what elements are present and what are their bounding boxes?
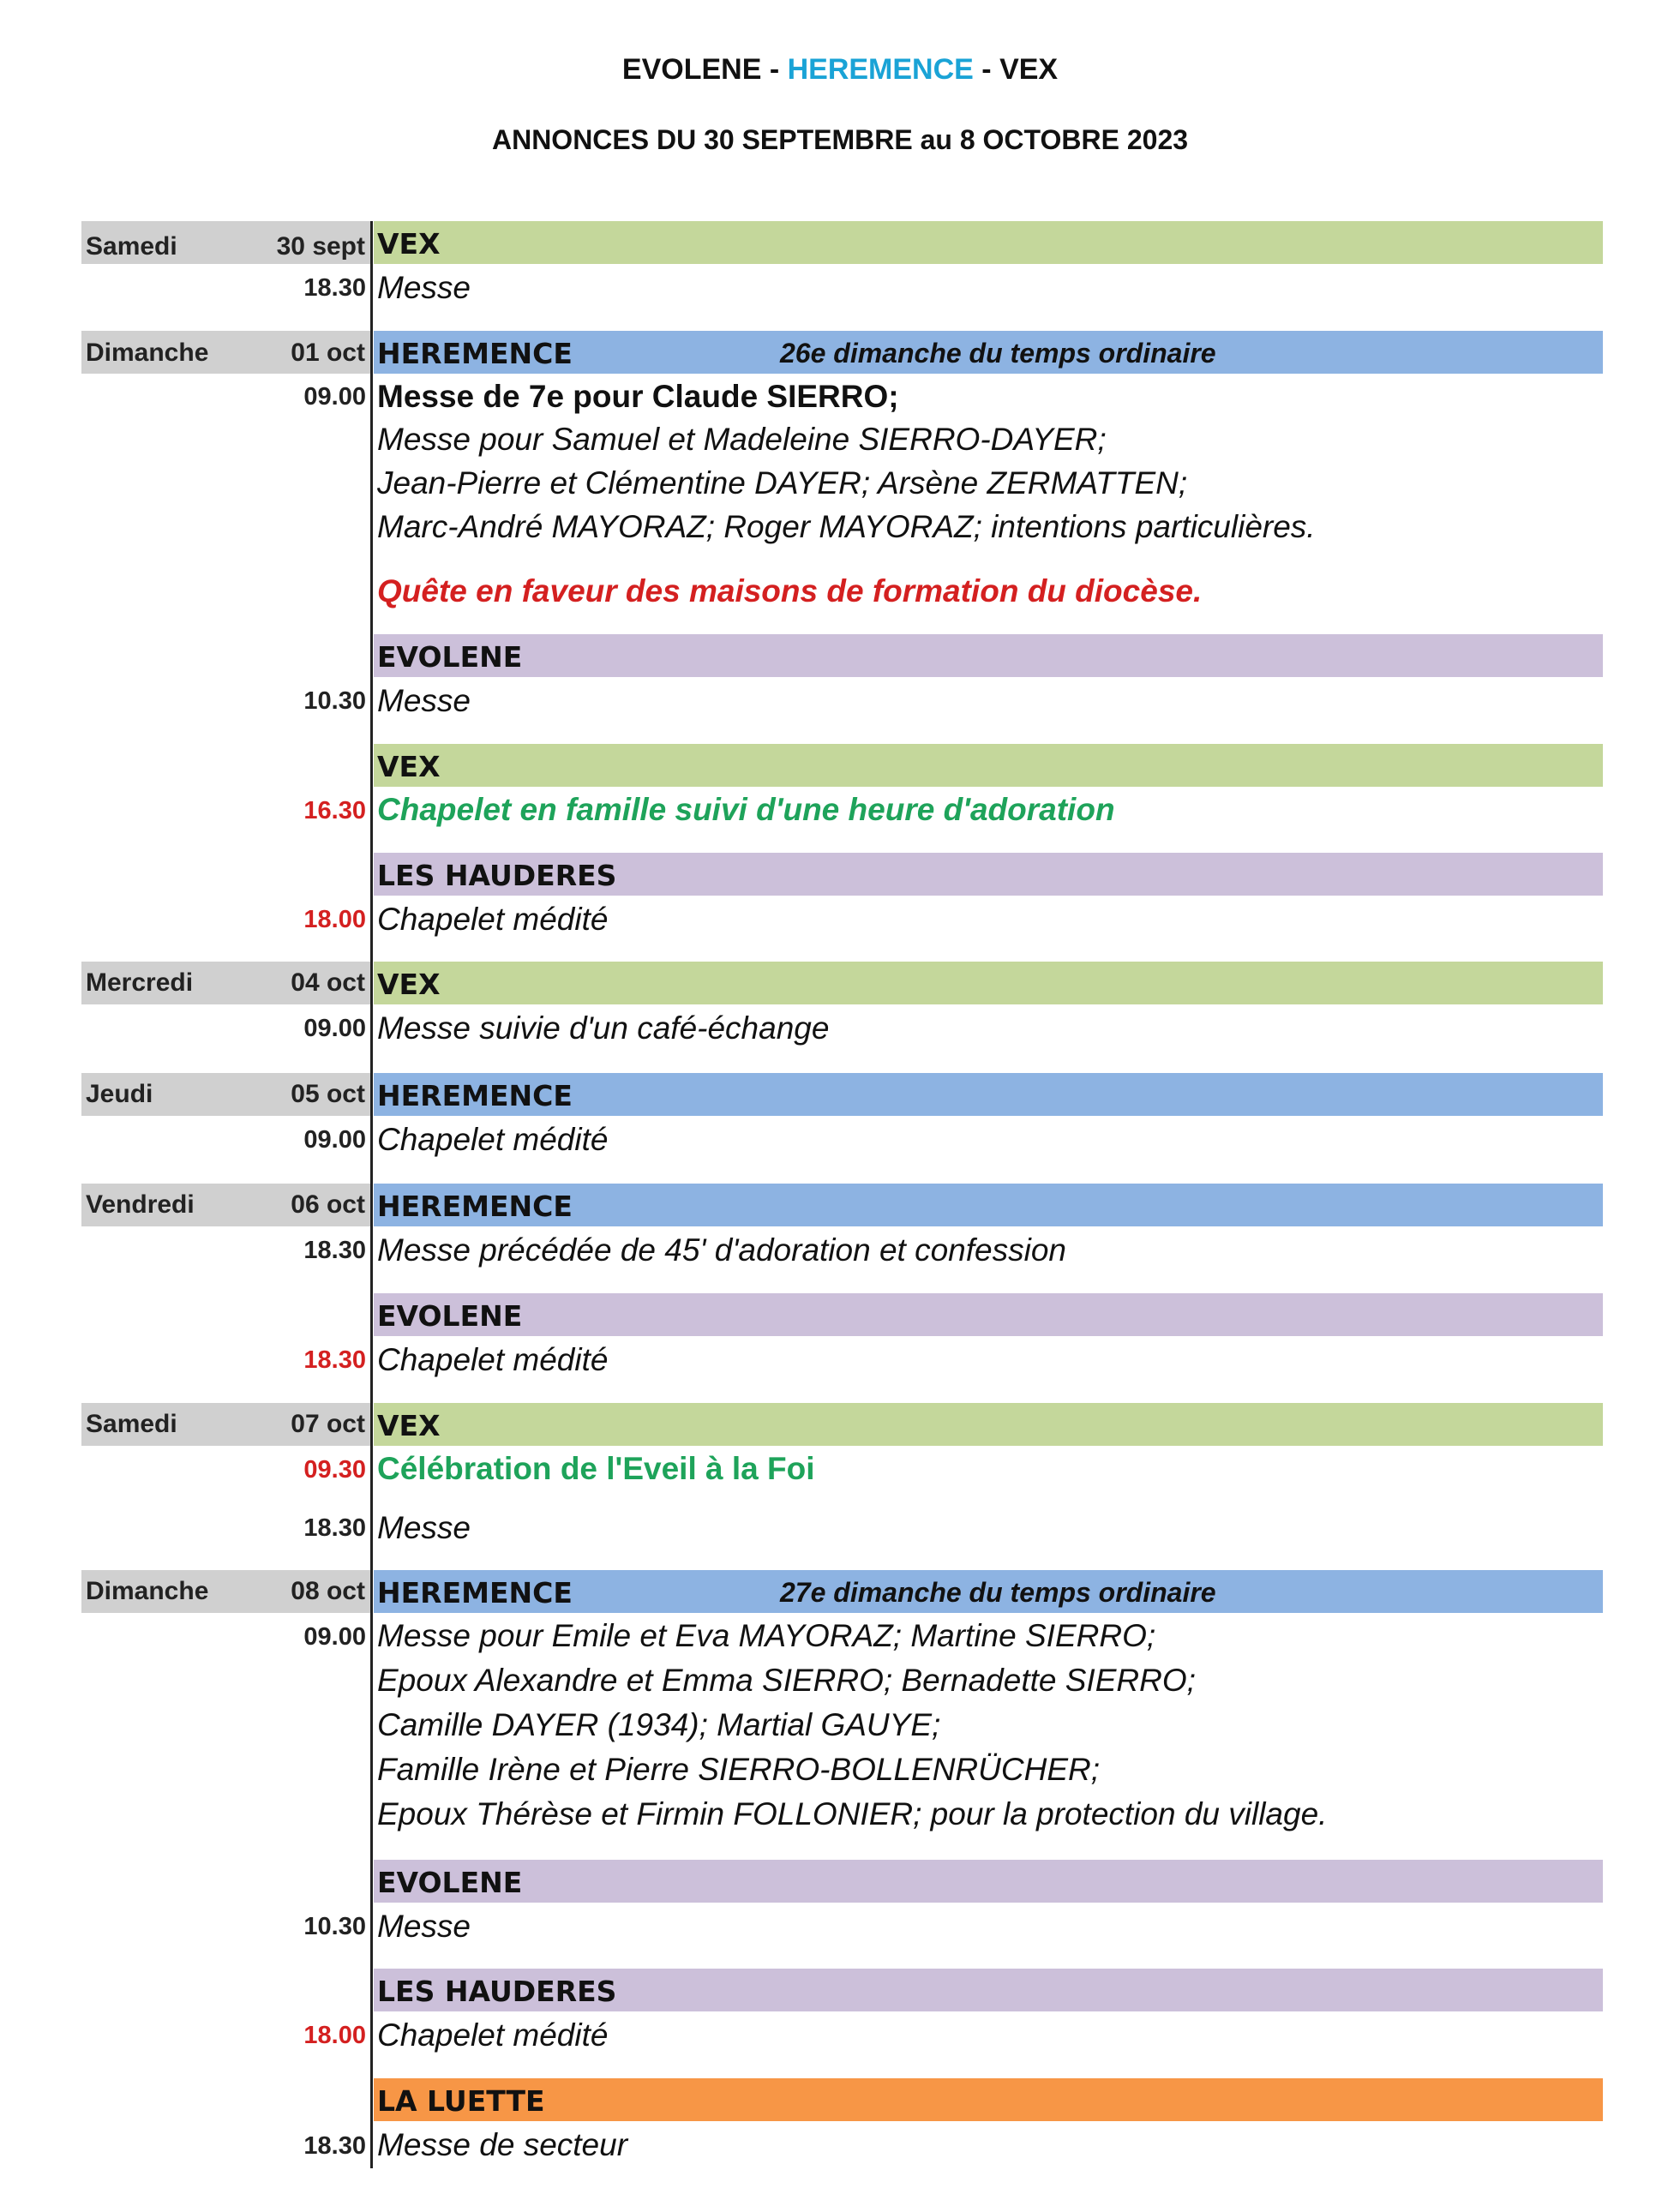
location-label: LA LUETTE	[377, 2084, 545, 2118]
day-date: 01 oct	[291, 339, 365, 367]
location-label: VEX	[377, 1409, 441, 1442]
event-text: Messe de secteur	[377, 2127, 628, 2162]
event-time: 18.30	[303, 2132, 366, 2160]
event-time: 10.30	[303, 1913, 366, 1940]
event-text: Messe	[377, 1510, 471, 1545]
event-text: Messe pour Emile et Eva MAYORAZ; Martine SIERRO;	[377, 1618, 1156, 1653]
event-text: Chapelet médité	[377, 1122, 609, 1157]
location-label: LES HAUDERES	[377, 859, 617, 892]
event-text: Chapelet médité	[377, 2017, 609, 2053]
location-label: HEREMENCE	[377, 1190, 573, 1223]
day-name: Mercredi	[86, 968, 194, 997]
day-date: 08 oct	[291, 1577, 365, 1605]
day-name: Dimanche	[86, 339, 209, 367]
event-time: 16.30	[303, 797, 366, 824]
event-text: Messe	[377, 683, 471, 718]
location-label: VEX	[377, 968, 441, 1001]
location-label: HEREMENCE	[377, 1576, 573, 1610]
event-time: 09.00	[303, 1015, 366, 1042]
location-band-vex	[374, 221, 1603, 264]
event-text: Chapelet médité	[377, 902, 609, 937]
title-vex: VEX	[999, 53, 1059, 86]
event-text: Chapelet médité	[377, 1342, 609, 1377]
location-band-vex	[374, 744, 1603, 787]
location-band-evolene	[374, 1293, 1603, 1336]
event-text: Famille Irène et Pierre SIERRO-BOLLENRÜCHER;	[377, 1752, 1100, 1787]
location-band-la-luette	[374, 2078, 1603, 2121]
collection-notice: Quête en faveur des maisons de formation du diocèse.	[377, 573, 1203, 608]
event-time: 18.30	[303, 1237, 366, 1264]
location-label: EVOLENE	[377, 640, 523, 674]
title-separator: -	[973, 53, 1000, 86]
event-text: Messe pour Samuel et Madeleine SIERRO-DAYER;	[377, 422, 1107, 457]
event-text: Jean-Pierre et Clémentine DAYER; Arsène ZERMATTEN;	[377, 465, 1188, 501]
location-band-vex	[374, 962, 1603, 1004]
divider-line	[370, 221, 373, 2168]
event-text: Messe de 7e pour Claude SIERRO;	[377, 379, 899, 414]
event-text: Messe suivie d'un café-échange	[377, 1010, 830, 1046]
event-time: 09.00	[303, 1623, 366, 1651]
day-name: Dimanche	[86, 1577, 209, 1605]
day-name: Jeudi	[86, 1080, 153, 1108]
day-name: Vendredi	[86, 1190, 195, 1219]
event-time: 18.30	[303, 1346, 366, 1374]
day-name: Samedi	[86, 232, 177, 261]
event-time: 18.00	[303, 2022, 366, 2049]
liturgical-note: 27e dimanche du temps ordinaire	[780, 1577, 1216, 1608]
event-text: Chapelet en famille suivi d'une heure d'adoration	[377, 792, 1115, 827]
location-label: EVOLENE	[377, 1299, 523, 1333]
event-text: Epoux Thérèse et Firmin FOLLONIER; pour la protection du village.	[377, 1796, 1328, 1831]
day-date: 06 oct	[291, 1190, 365, 1219]
event-text: Epoux Alexandre et Emma SIERRO; Bernadette SIERRO;	[377, 1663, 1196, 1698]
liturgical-note: 26e dimanche du temps ordinaire	[780, 338, 1216, 369]
day-date: 07 oct	[291, 1410, 365, 1438]
day-date: 04 oct	[291, 968, 365, 997]
location-label: EVOLENE	[377, 1866, 523, 1899]
location-label: HEREMENCE	[377, 1079, 573, 1112]
title-separator: -	[761, 53, 788, 86]
event-text: Messe précédée de 45' d'adoration et confession	[377, 1232, 1066, 1268]
event-text: Marc-André MAYORAZ; Roger MAYORAZ; intentions particulières.	[377, 509, 1316, 544]
event-time: 18.00	[303, 906, 366, 933]
location-label: VEX	[377, 227, 441, 261]
title-heremence: HEREMENCE	[787, 53, 974, 86]
event-time: 09.30	[303, 1456, 366, 1484]
document-title	[0, 53, 1680, 87]
event-time: 09.00	[303, 383, 366, 411]
event-text: Messe	[377, 1909, 471, 1944]
location-label: VEX	[377, 750, 441, 783]
location-band-evolene	[374, 1860, 1603, 1903]
location-band-vex	[374, 1403, 1603, 1446]
title-evolene: EVOLENE	[621, 53, 762, 86]
location-band-evolene	[374, 634, 1603, 677]
day-date: 30 sept	[276, 232, 365, 261]
location-label: HEREMENCE	[377, 337, 573, 370]
event-time: 18.30	[303, 1514, 366, 1542]
event-text: Camille DAYER (1934); Martial GAUYE;	[377, 1707, 941, 1742]
day-date: 05 oct	[291, 1080, 365, 1108]
location-label: LES HAUDERES	[377, 1975, 617, 2008]
document-subtitle: ANNONCES DU 30 SEPTEMBRE au 8 OCTOBRE 2023	[491, 124, 1189, 155]
event-time: 18.30	[303, 274, 366, 302]
day-name: Samedi	[86, 1410, 177, 1438]
event-time: 09.00	[303, 1126, 366, 1154]
event-time: 10.30	[303, 687, 366, 715]
event-text: Messe	[377, 270, 471, 305]
event-text: Célébration de l'Eveil à la Foi	[377, 1451, 815, 1486]
